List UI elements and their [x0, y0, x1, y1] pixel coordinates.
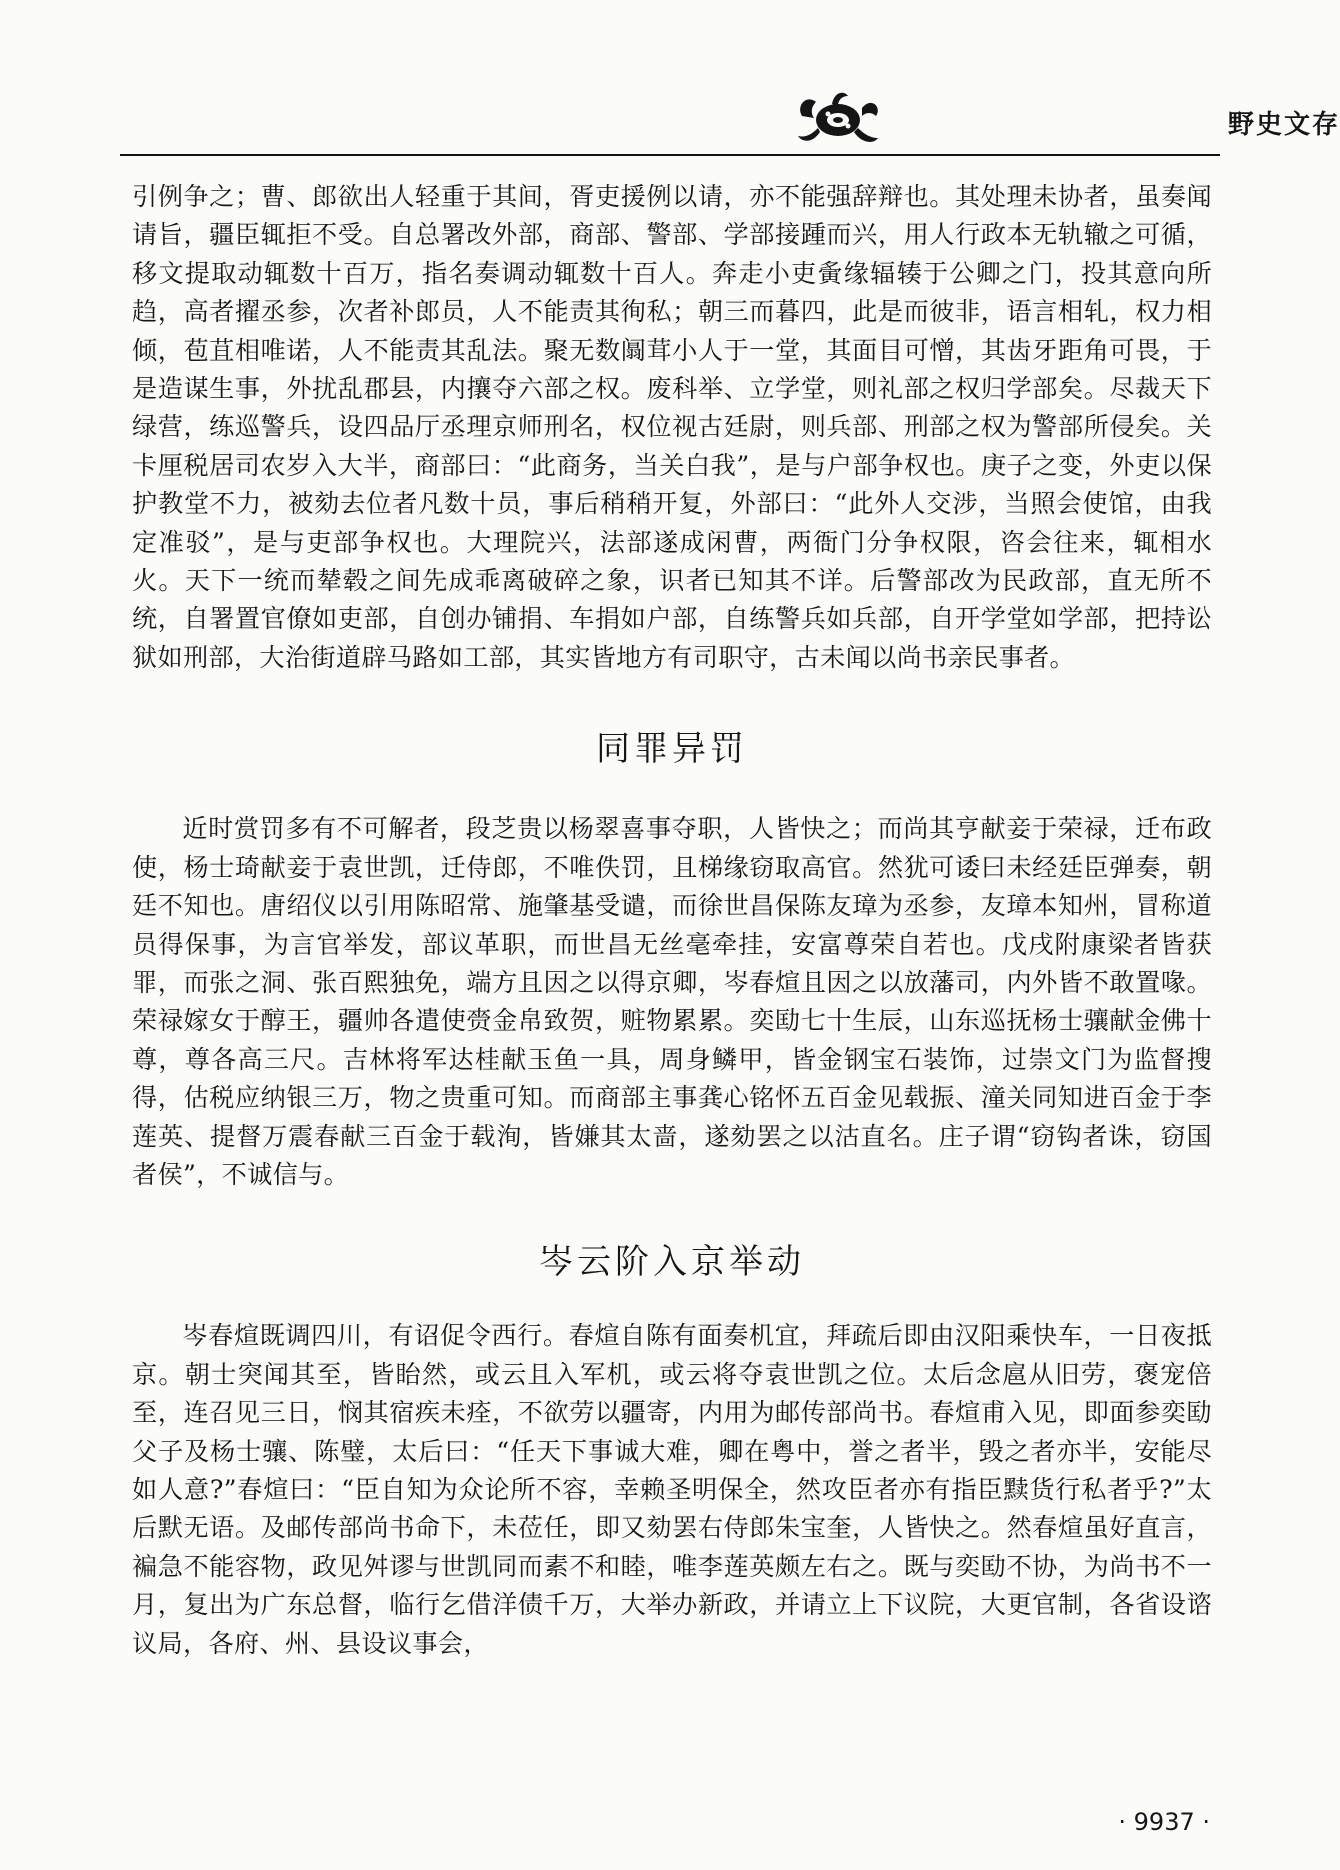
section-title-2: 岑云阶入京举动: [539, 1242, 805, 1283]
paragraph-1: 引例争之；曹、郎欲出人轻重于其间，胥吏援例以请，亦不能强辞辩也。其处理未协者，虽奏闻请旨，疆臣辄拒不受。自总署改外部，商部、警部、学部接踵而兴，用人行政本无轨辙之可循，移文提取动辄数十百万，指名奏调动辄数十百人。奔走小吏夤缘辐辏于公卿之门，投其意向所趋，高者擢丞参，次者补郎员，人不能责其徇私；朝三而暮四，此是而彼非，语言相轧，权力相倾，苞苴相唯诺，人不能责其乱法。聚无数阘茸小人于一堂，其面目可憎，其齿牙距角可畏，于是造谋生事，外扰乱郡县，内攘夺六部之权。废科举、立学堂，则礼部之权归学部矣。尽裁天下绿营，练巡警兵，设四品厅丞理京师刑名，权位视古廷尉，则兵部、刑部之权为警部所侵矣。关卡厘税居司农岁入大半，商部曰：“此商务，当关白我”，是与户部争权也。庚子之变，外吏以保护教堂不力，被劾去位者凡数十员，事后稍稍开复，外部曰：“此外人交涉，当照会使馆，由我定准驳”，是与吏部争权也。大理院兴，法部遂成闲曹，两衙门分争权限，咨会往来，辄相水火。天下一统而辇毂之间先成乖离破碎之象，识者已知其不详。后警部改为民政部，直无所不统，自署置官僚如吏部，自创办铺捐、车捐如户部，自练警兵如兵部，自开学堂如学部，把持讼狱如刑部，大治街道辟马路如工部，其实皆地方有司职守，古未闻以尚书亲民事者。: [132, 182, 1212, 672]
series-title: 野史文存: [1227, 110, 1340, 140]
section-title-1: 同罪异罚: [596, 729, 748, 770]
main-text: [132, 178, 1212, 1663]
page-number: · 9937 ·: [1118, 1808, 1210, 1836]
running-header: [120, 92, 1340, 172]
dragon-emblem-icon: [792, 86, 882, 150]
header-rule: [120, 154, 1220, 156]
paragraph-3: 岑春煊既调四川，有诏促令西行。春煊自陈有面奏机宜，拜疏后即由汉阳乘快车，一日夜抵京。朝士突闻其至，皆眙然，或云且入军机，或云将夺袁世凯之位。太后念扈从旧劳，褒宠倍至，连召见三日，悯其宿疾未痊，不欲劳以疆寄，内用为邮传部尚书。春煊甫入见，即面参奕劻父子及杨士骧、陈璧，太后曰：“任天下事诚大难，卿在粤中，誉之者半，毁之者亦半，安能尽如人意?”春煊曰：“臣自知为众论所不容，幸赖圣明保全，然攻臣者亦有指臣黩货行私者乎?”太后默无语。及邮传部尚书命下，未莅任，即又劾罢右侍郎朱宝奎，人皆快之。然春煊虽好直言，褊急不能容物，政见舛谬与世凯同而素不和睦，唯李莲英颇左右之。既与奕劻不协，为尚书不一月，复出为广东总督，临行乞借洋债千万，大举办新政，并请立上下议院，大更官制，各省设谘议局，各府、州、县设议事会，: [132, 1321, 1212, 1658]
paragraph-2: 近时赏罚多有不可解者，段芝贵以杨翠喜事夺职，人皆快之；而尚其亨献妾于荣禄，迁布政使，杨士琦献妾于袁世凯，迁侍郎，不唯佚罚，且梯缘窃取高官。然犹可诿曰未经廷臣弹奏，朝廷不知也。唐绍仪以引用陈昭常、施肇基受谴，而徐世昌保陈友璋为丞参，友璋本知州，冒称道员得保事，为言官举发，部议革职，而世昌无丝毫牵挂，安富尊荣自若也。戊戌附康梁者皆获罪，而张之洞、张百熙独免，端方且因之以得京卿，岑春煊且因之以放藩司，内外皆不敢置喙。荣禄嫁女于醇王，疆帅各遣使赍金帛致贺，赃物累累。奕劻七十生辰，山东巡抚杨士骧献金佛十尊，尊各高三尺。吉林将军达桂献玉鱼一具，周身鳞甲，皆金钢宝石装饰，过崇文门为监督搜得，估税应纳银三万，物之贵重可知。而商部主事龚心铭怀五百金见载振、潼关同知进百金于李莲英、提督万震春献三百金于载洵，皆嫌其太啬，遂劾罢之以沽直名。庄子谓“窃钩者诛，窃国者侯”，不诚信与。: [132, 814, 1212, 1189]
